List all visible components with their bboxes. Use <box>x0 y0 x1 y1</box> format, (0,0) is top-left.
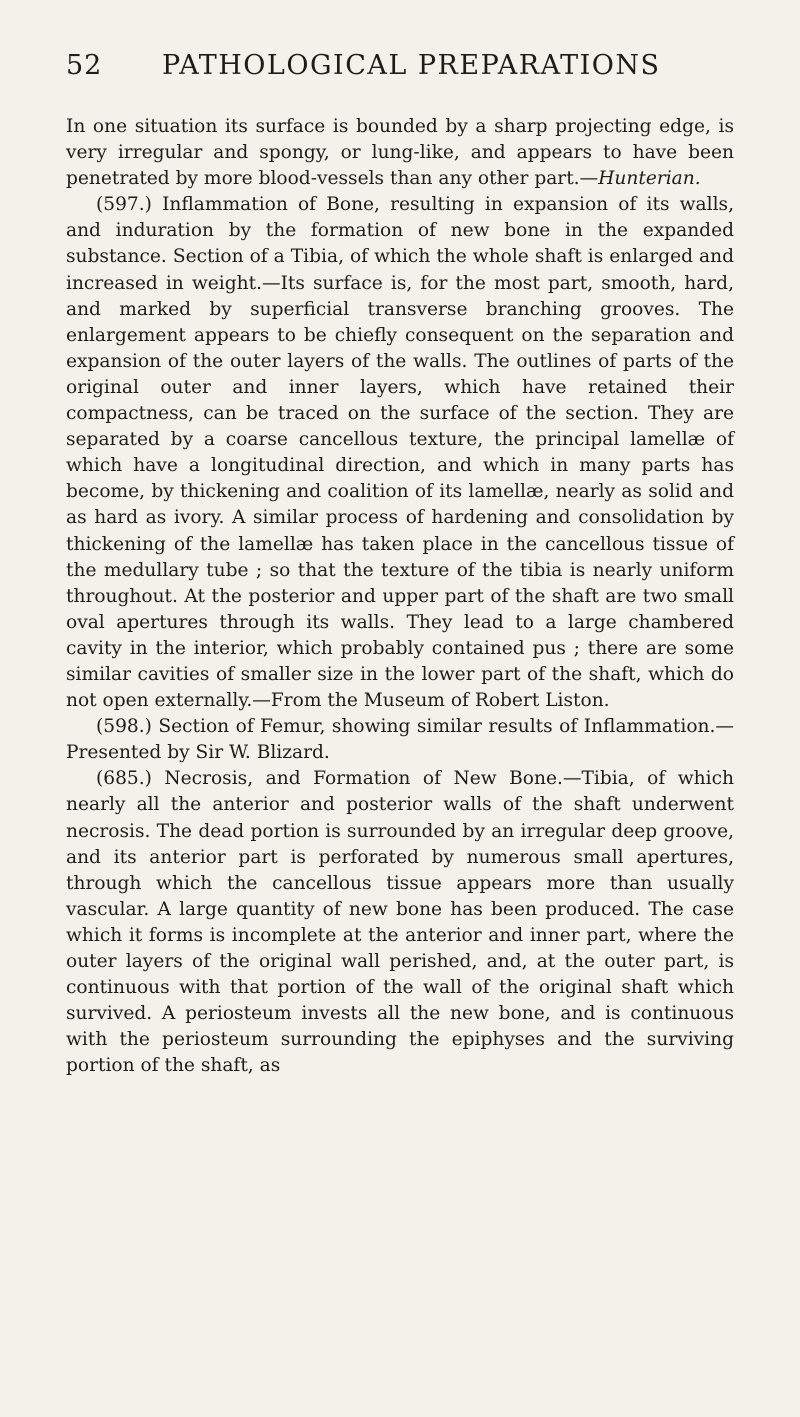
page-number: 52 <box>66 50 103 81</box>
running-title: PATHOLOGICAL PREPARATIONS <box>162 50 661 81</box>
page-header <box>66 50 734 90</box>
body-text <box>66 114 734 1079</box>
paragraph-continuation <box>66 114 734 192</box>
paragraph-text: In one situation its surface is bounded by a sharp projecting edge, is very irregular and spongy, or lung-like, and appears to have been penetrated by more blood-vessels than any other part.— <box>66 116 734 190</box>
source-attribution: Hunterian. <box>598 168 701 190</box>
paragraph-685: (685.) Necrosis, and Formation of New Bone.—Tibia, of which nearly all the anterior and posterior walls of the shaft underwent necrosis. The dead portion is surrounded by an irregular deep groove, and its anterior part is perforated by numerous small apertures, through which the cancellous tissue appears more than usually vascular. A large quantity of new bone has been produced. The case which it forms is incomplete at the anterior and inner part, where the outer layers of the original wall perished, and, at the outer part, is continuous with that portion of the wall of the original shaft which survived. A periosteum invests all the new bone, and is continuous with the periosteum surrounding the epiphyses and the surviving portion of the shaft, as <box>66 768 734 1077</box>
paragraph-598: (598.) Section of Femur, showing similar results of Inflammation.—Presented by Sir W. Blizard. <box>66 716 734 764</box>
paragraph-597: (597.) Inflammation of Bone, resulting in expansion of its walls, and induration by the formation of new bone in the expanded substance. Section of a Tibia, of which the whole shaft is enlarged and increased in weight.—Its surface is, for the most part, smooth, hard, and marked by superficial transverse branching grooves. The enlargement appears to be chiefly consequent on the separation and expansion of the outer layers of the walls. The outlines of parts of the original outer and inner layers, which have retained their compactness, can be traced on the surface of the section. They are separated by a coarse cancellous texture, the principal lamellæ of which have a longitudinal direction, and which in many parts has become, by thickening and coalition of its lamellæ, nearly as solid and as hard as ivory. A similar process of hardening and consolidation by thickening of the lamellæ has taken place in the cancellous tissue of the medullary tube ; so that the texture of the tibia is nearly uniform throughout. At the posterior and upper part of the shaft are two small oval apertures through its walls. They lead to a large chambered cavity in the interior, which probably contained pus ; there are some similar cavities of smaller size in the lower part of the shaft, which do not open externally.—From the Museum of Robert Liston. <box>66 194 734 712</box>
